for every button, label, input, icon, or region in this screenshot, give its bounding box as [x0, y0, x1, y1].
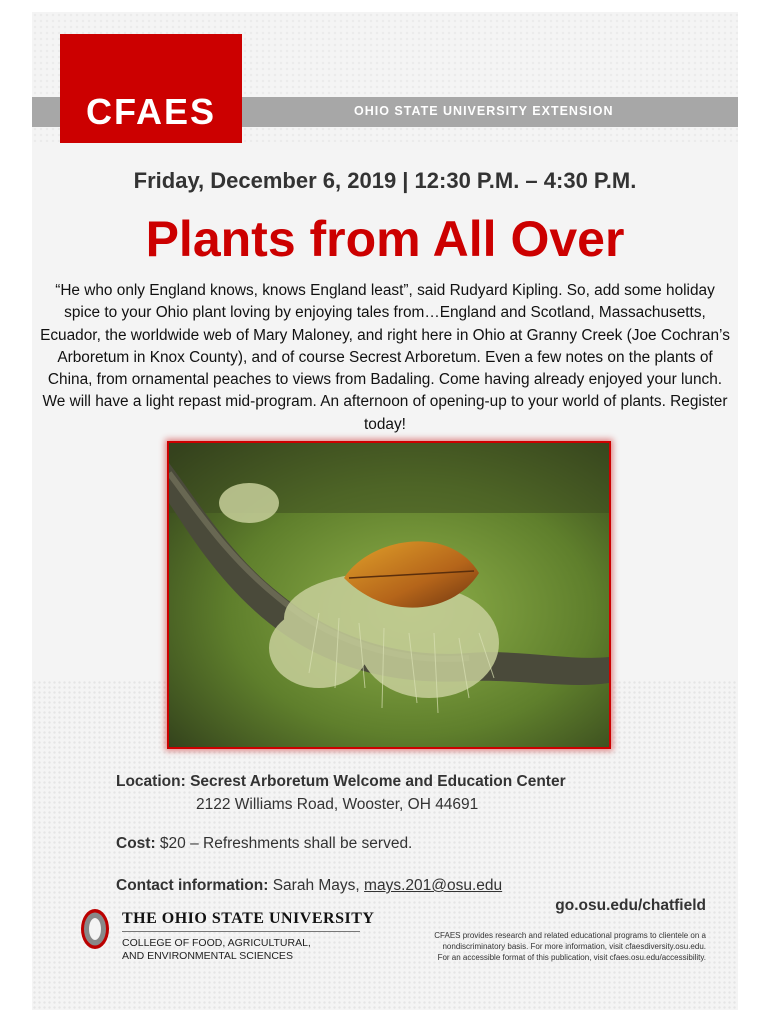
disclaimer-line-2: nondiscriminatory basis. For more information, visit cfaesdiversity.osu.edu.: [442, 942, 706, 951]
location-label: Location:: [116, 773, 186, 790]
address-line: 2122 Williams Road, Wooster, OH 44691: [196, 796, 479, 813]
disclaimer-line-3: For an accessible format of this publication, visit cfaes.osu.edu/accessibility.: [437, 953, 706, 962]
college-name: [122, 937, 311, 963]
college-line-1: COLLEGE OF FOOD, AGRICULTURAL,: [122, 937, 311, 949]
cost-label: Cost:: [116, 835, 156, 852]
location-line: [116, 773, 566, 791]
contact-email-link[interactable]: mays.201@osu.edu: [364, 877, 503, 894]
cfaes-logo: [60, 34, 242, 143]
contact-line: [116, 877, 502, 895]
block-o-icon: [80, 908, 110, 950]
location-value: Secrest Arboretum Welcome and Education Center: [190, 773, 566, 790]
event-date: Friday, December 6, 2019 | 12:30 P.M. – 4:30 P.M.: [133, 168, 637, 193]
osu-divider: [122, 931, 360, 932]
event-description: “He who only England knows, knows England least”, said Rudyard Kipling. So, add some holiday spice to your Ohio plant loving by enjoying tales from…England and Scotland, Massachusetts, Ecuador, the worldwide web of Mary Maloney, and right here in Ohio at Granny Creek (Joe Cochran’s Arboretum in Knox County), and of course Secrest Arboretum. Even a few notes on the plants of China, from ornamental peaches to views from Badaling. Come having already enjoyed your lunch. We will have a light repast mid-program. An afternoon of opening-up to your world of plants. Register today!: [40, 282, 730, 433]
lichen-leaf-photo: [167, 441, 611, 749]
college-line-2: AND ENVIRONMENTAL SCIENCES: [122, 950, 293, 962]
cost-value: $20 – Refreshments shall be served.: [159, 835, 413, 852]
event-title: Plants from All Over: [145, 211, 625, 267]
disclaimer-line-1: CFAES provides research and related educational programs to clientele on a: [434, 931, 706, 940]
nondiscrimination-statement: [380, 930, 706, 963]
contact-name: Sarah Mays,: [272, 877, 360, 894]
cost-line: [116, 835, 412, 853]
extension-bar-text: OHIO STATE UNIVERSITY EXTENSION: [354, 104, 614, 118]
registration-url[interactable]: go.osu.edu/chatfield: [555, 897, 706, 914]
cfaes-logo-text: CFAES: [85, 90, 217, 132]
contact-label: Contact information:: [116, 877, 269, 894]
osu-wordmark: THE OHIO STATE UNIVERSITY: [122, 910, 375, 927]
